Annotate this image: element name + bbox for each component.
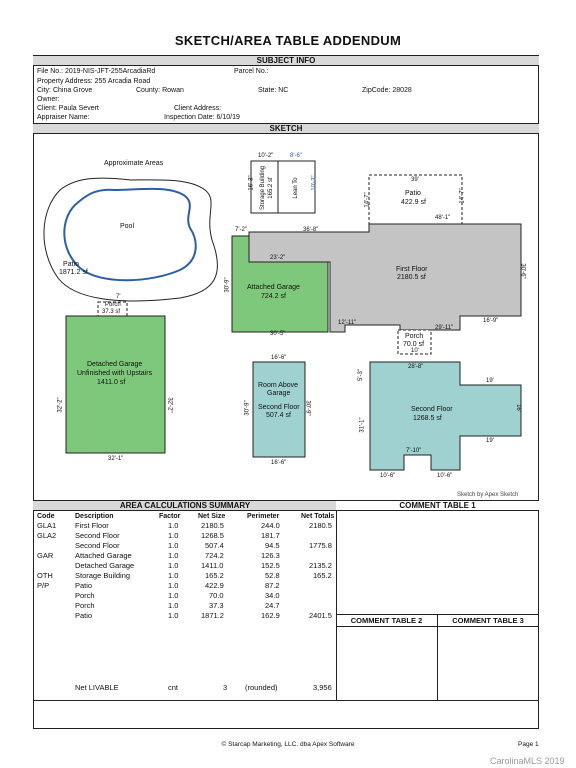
second-floor-label: Second Floor xyxy=(411,406,453,413)
dim-label: 30'-9" xyxy=(244,400,251,416)
area-table-body xyxy=(33,521,337,625)
table-cell: 162.9 xyxy=(261,611,280,620)
sketch-credit: Sketch by Apex Sketch xyxy=(457,492,519,498)
dim-label: 12'-11" xyxy=(338,320,357,326)
table-row xyxy=(33,581,373,591)
detached-garage-sublabel: Unfinished with Upstairs xyxy=(77,370,153,377)
state: State: NC xyxy=(258,87,289,94)
first-floor-area: 2180.5 sf xyxy=(397,274,426,281)
table-cell: GLA1 xyxy=(37,521,57,530)
table-cell: OTH xyxy=(37,571,53,580)
porch-front-label: Porch xyxy=(405,333,424,340)
table-row xyxy=(33,561,373,571)
table-cell: 2135.2 xyxy=(309,561,332,570)
dim-label: 16'-9" xyxy=(483,318,499,324)
table-cell: 37.3 xyxy=(209,601,224,610)
divider xyxy=(336,626,539,627)
table-cell: First Floor xyxy=(75,521,109,530)
table-row xyxy=(33,541,373,551)
table-cell: 1.0 xyxy=(168,601,179,610)
table-cell: 422.9 xyxy=(205,581,224,590)
dim-label: 8'-6" xyxy=(290,153,302,159)
page-number: Page 1 xyxy=(518,741,539,748)
footer-copyright: © Starcap Marketing, LLC. dba Apex Software xyxy=(221,741,355,748)
table-cell: 126.3 xyxy=(261,551,280,560)
dim-label: 23'-2" xyxy=(270,255,286,261)
table-row xyxy=(33,551,373,561)
county: County: Rowan xyxy=(136,87,184,94)
table-cell: 1.0 xyxy=(168,611,179,620)
table-cell: 1411.0 xyxy=(201,561,224,570)
appraiser-name: Appraiser Name: xyxy=(37,114,90,121)
porch-front-area: 70.0 sf xyxy=(403,341,425,348)
table-cell: 2180.5 xyxy=(309,521,332,530)
table-cell: 1871.2 xyxy=(201,611,224,620)
dim-label: 14'-7" xyxy=(459,188,466,204)
dim-label: 30'-6" xyxy=(519,263,526,279)
comment-table-2-header: COMMENT TABLE 2 xyxy=(350,616,423,625)
table-cell: 1.0 xyxy=(168,591,179,600)
table-cell: Storage Building xyxy=(75,571,131,580)
col-net-totals: Net Totals xyxy=(301,513,335,520)
dim-label: 39' xyxy=(411,177,419,183)
dim-label: 16'-6" xyxy=(271,355,287,361)
net-livable-rounded: (rounded) xyxy=(245,683,278,692)
dim-label: 7'-2" xyxy=(235,227,247,233)
table-cell: 724.2 xyxy=(205,551,224,560)
table-cell: 244.0 xyxy=(261,521,280,530)
detached-garage-area: 1411.0 sf xyxy=(97,379,126,386)
dim-label: 28'-8" xyxy=(408,364,424,370)
pool-patio-group xyxy=(44,178,218,301)
attached-garage-label: Attached Garage xyxy=(247,284,300,291)
property-address: Property Address: 255 Arcadia Road xyxy=(37,78,151,85)
table-cell: 1.0 xyxy=(168,531,179,540)
table-cell: 1268.5 xyxy=(201,531,224,540)
table-cell: Detached Garage xyxy=(75,561,135,570)
patio-top-area: 422.9 sf xyxy=(401,199,426,206)
dim-label: 32'-1" xyxy=(108,456,124,462)
dim-label: 32'-2" xyxy=(166,397,173,413)
table-row xyxy=(33,611,373,621)
room-above-floor: Second Floor xyxy=(258,404,300,411)
table-cell: 1.0 xyxy=(168,521,179,530)
col-description: Description xyxy=(75,513,114,520)
table-row xyxy=(33,531,373,541)
sketch-header: SKETCH xyxy=(33,123,539,134)
subject-info-header: SUBJECT INFO xyxy=(33,55,539,66)
dim-label: 10'-6" xyxy=(437,473,453,479)
table-cell: GLA2 xyxy=(37,531,57,540)
parcel-number: Parcel No.: xyxy=(234,68,269,75)
table-cell: 1.0 xyxy=(168,581,179,590)
dim-label: 30'-5" xyxy=(270,331,286,337)
inspection-date: Inspection Date: 6/10/19 xyxy=(164,114,240,121)
patio-top-label: Patio xyxy=(405,190,421,197)
table-cell: 1.0 xyxy=(168,571,179,580)
page-title: SKETCH/AREA TABLE ADDENDUM xyxy=(174,33,402,48)
second-floor-area: 1268.5 sf xyxy=(413,415,442,422)
file-number: File No.: 2019-NIS-JFT-255ArcadiaRd xyxy=(37,68,156,75)
table-cell: Patio xyxy=(75,581,93,590)
watermark: CarolinaMLS 2019 xyxy=(490,756,565,766)
comment-table-3-header: COMMENT TABLE 3 xyxy=(452,616,524,625)
dim-label: 19' xyxy=(486,438,494,444)
pool-label: Pool xyxy=(120,223,135,230)
patio-pool-area: 1871.2 sf xyxy=(59,269,88,276)
table-row xyxy=(33,521,373,531)
room-above-sublabel: Garage xyxy=(267,390,291,397)
dim-label: 5'-3" xyxy=(357,369,364,381)
table-cell: Second Floor xyxy=(75,531,120,540)
net-livable-unit: cnt xyxy=(168,683,179,692)
table-cell: 165.2 xyxy=(205,571,224,580)
patio-pool-label: Patio xyxy=(63,261,79,268)
dim-label: 32'-2" xyxy=(57,397,64,413)
col-factor: Factor xyxy=(159,513,181,520)
dim-label: 10'-3" xyxy=(311,175,318,191)
col-net-size: Net Size xyxy=(198,513,226,520)
table-row xyxy=(33,591,373,601)
net-livable-label: Net LIVABLE xyxy=(75,683,119,692)
dim-label: 36'-8" xyxy=(303,227,319,233)
client: Client: Paula Severt xyxy=(37,105,99,112)
table-cell: 1775.8 xyxy=(309,541,332,550)
table-cell: 507.4 xyxy=(205,541,224,550)
table-cell: P/P xyxy=(37,581,50,590)
table-cell: 70.0 xyxy=(209,591,224,600)
storage-building-area: 165.2 sf xyxy=(268,177,274,199)
storage-building-label: Storage Building xyxy=(260,165,266,211)
dim-label: 10'-2" xyxy=(258,153,274,159)
second-floor-shape xyxy=(370,362,521,470)
dim-label: 31'-1" xyxy=(359,417,366,433)
dim-label: 7' xyxy=(116,294,121,300)
table-cell: GAR xyxy=(37,551,54,560)
dim-label: 29'-11" xyxy=(435,325,454,331)
area-calc-header: AREA CALCULATIONS SUMMARY xyxy=(33,500,337,511)
table-cell: Second Floor xyxy=(75,541,120,550)
col-code: Code xyxy=(37,513,55,520)
zipcode: ZipCode: 28028 xyxy=(362,87,412,94)
dim-label: 10' xyxy=(411,348,419,354)
dim-label: 16' xyxy=(514,404,521,412)
table-cell: Porch xyxy=(75,601,95,610)
table-cell: 165.2 xyxy=(313,571,332,580)
room-above-label: Room Above xyxy=(258,382,299,389)
dim-label: 19' xyxy=(486,378,494,384)
table-cell: 1.0 xyxy=(168,561,179,570)
comment-table-1-header: COMMENT TABLE 1 xyxy=(336,500,539,511)
lean-to-label: Lean To xyxy=(293,177,299,199)
table-cell: 34.0 xyxy=(265,591,280,600)
net-livable-total: 3,956 xyxy=(313,683,332,692)
owner: Owner: xyxy=(37,96,60,103)
client-address: Client Address: xyxy=(174,105,222,112)
room-above-area: 507.4 sf xyxy=(266,412,291,419)
porch-small-area: 37.3 sf xyxy=(102,309,121,315)
dim-label: 30'-9" xyxy=(224,277,231,293)
table-cell: 94.5 xyxy=(265,541,280,550)
table-cell: 152.5 xyxy=(261,561,280,570)
table-cell: 2180.5 xyxy=(201,521,224,530)
table-row xyxy=(33,571,373,581)
divider xyxy=(33,700,539,701)
table-cell: Patio xyxy=(75,611,93,620)
table-cell: 1.0 xyxy=(168,541,179,550)
dim-label: 14'-7" xyxy=(364,192,371,208)
net-livable-row xyxy=(33,683,337,693)
table-cell: 2401.5 xyxy=(309,611,332,620)
table-cell: Porch xyxy=(75,591,95,600)
dim-label: 16'-3" xyxy=(248,175,255,191)
dim-label: 16'-6" xyxy=(271,460,287,466)
table-cell: 52.8 xyxy=(265,571,280,580)
dim-label: 30'-9" xyxy=(304,400,311,416)
table-cell: 87.2 xyxy=(265,581,280,590)
dim-label: 48'-1" xyxy=(435,215,451,221)
pool-outline xyxy=(64,189,195,280)
city: City: China Grove xyxy=(37,87,93,94)
table-cell: 24.7 xyxy=(265,601,280,610)
dim-label: 7'-10" xyxy=(406,448,422,454)
attached-garage-area: 724.2 sf xyxy=(261,293,286,300)
table-cell: 181.7 xyxy=(261,531,280,540)
net-livable-count: 3 xyxy=(223,683,228,692)
col-perimeter: Perimeter xyxy=(247,513,280,520)
porch-small-label: Porch xyxy=(105,302,121,308)
first-floor-label: First Floor xyxy=(396,266,428,273)
table-cell: Attached Garage xyxy=(75,551,132,560)
table-cell: 1.0 xyxy=(168,551,179,560)
table-row xyxy=(33,601,373,611)
approximate-areas-label: Approximate Areas xyxy=(104,160,164,167)
dim-label: 10'-6" xyxy=(380,473,396,479)
detached-garage-label: Detached Garage xyxy=(87,361,143,368)
